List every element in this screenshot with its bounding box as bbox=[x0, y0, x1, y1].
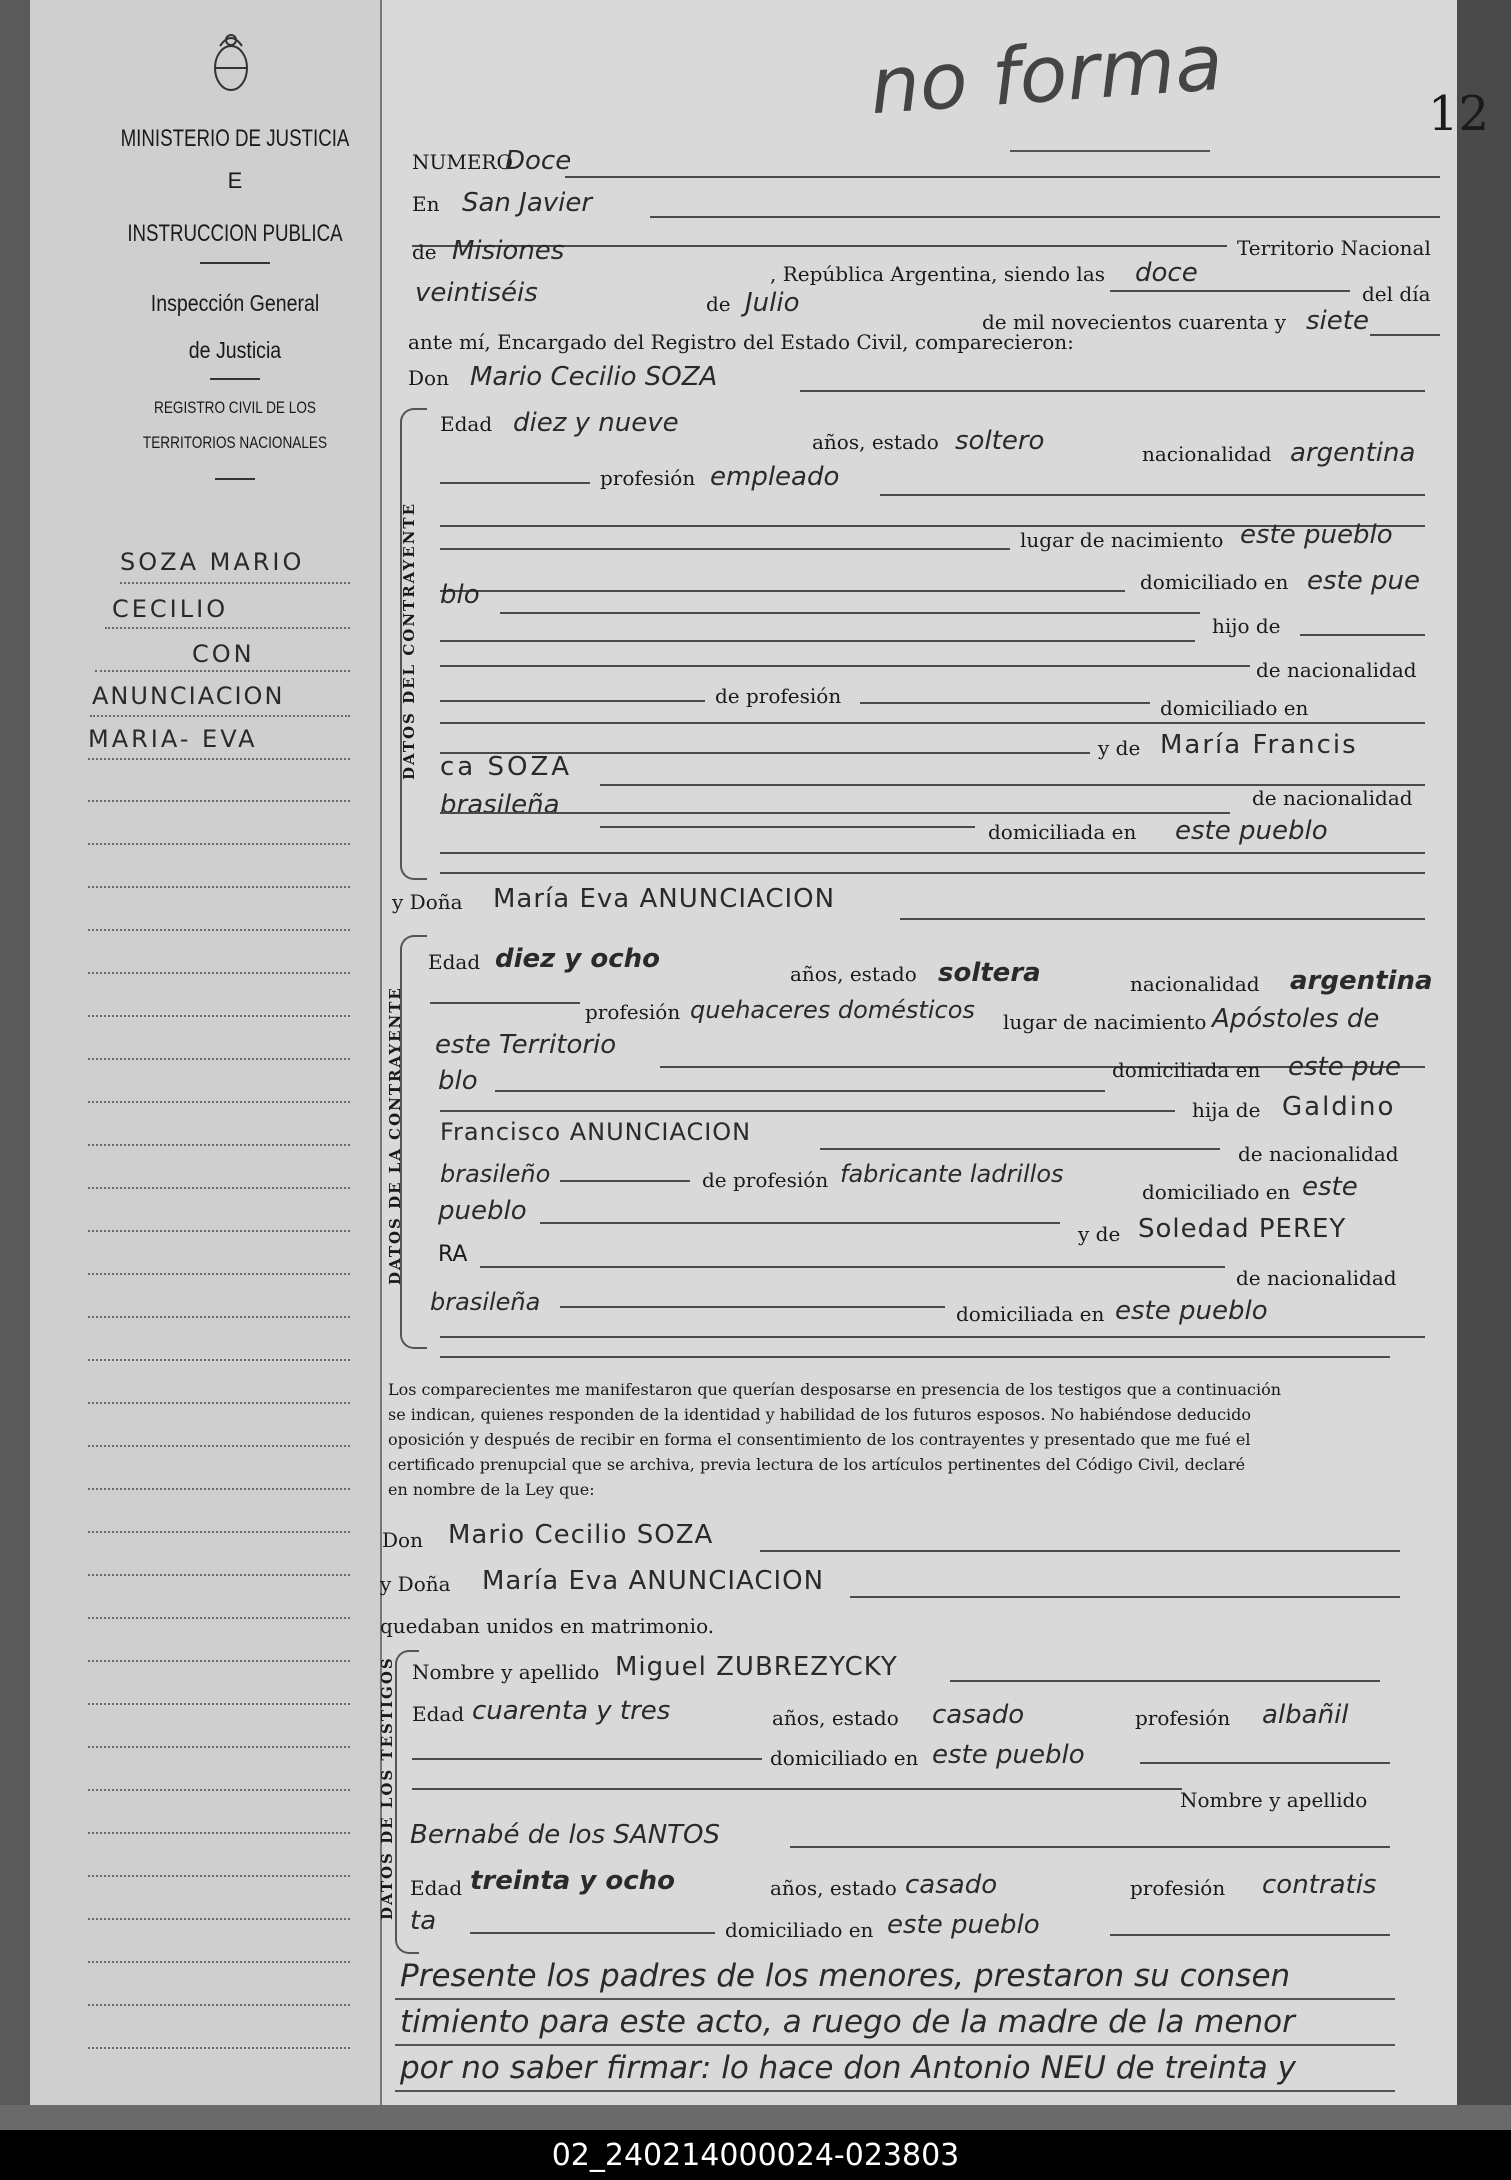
label-y-dona-2: y Doña bbox=[380, 1572, 451, 1596]
label-edad-t2: Edad bbox=[410, 1876, 463, 1900]
label-nombre-t2: Nombre y apellido bbox=[1180, 1788, 1368, 1812]
value-t1-edad: cuarenta y tres bbox=[472, 1696, 671, 1726]
line bbox=[440, 872, 1425, 874]
value-t1-estado: casado bbox=[932, 1700, 1025, 1730]
value-t1-dom: este pueblo bbox=[932, 1740, 1085, 1770]
line bbox=[820, 1148, 1220, 1150]
margin-rule bbox=[88, 1402, 350, 1404]
margin-note-1: SOZA MARIO bbox=[120, 548, 305, 576]
value-b-dom1: este pue bbox=[1288, 1052, 1401, 1082]
line bbox=[470, 1932, 715, 1934]
margin-rule bbox=[120, 582, 350, 584]
footer-note-2: timiento para este acto, a ruego de la madre de la menor bbox=[400, 2004, 1295, 2040]
line bbox=[430, 1002, 580, 1004]
line bbox=[650, 216, 1440, 218]
margin-rule bbox=[88, 1230, 350, 1232]
value-don: Mario Cecilio SOZA bbox=[470, 362, 718, 392]
value-g-dom2: blo bbox=[440, 580, 480, 610]
label-lugar-g: lugar de nacimiento bbox=[1020, 528, 1224, 552]
ministry-line-6: REGISTRO CIVIL DE LOS bbox=[154, 398, 316, 417]
margin-rule bbox=[88, 1574, 350, 1576]
line bbox=[440, 665, 1250, 667]
label-de-2: de bbox=[706, 292, 731, 316]
label-don-2: Don bbox=[382, 1528, 423, 1552]
label-nac-g: nacionalidad bbox=[1142, 442, 1272, 466]
value-b-padre2: Francisco ANUNCIACION bbox=[440, 1118, 752, 1146]
line bbox=[1300, 634, 1425, 636]
label-prof-t2: profesión bbox=[1130, 1876, 1226, 1900]
label-numero: NUMERO bbox=[412, 150, 513, 174]
margin-rule bbox=[88, 1144, 350, 1146]
value-t2-edad: treinta y ocho bbox=[470, 1866, 675, 1896]
label-dom-b: domiciliado en bbox=[1142, 1180, 1291, 1204]
value-t1-nombre: Miguel ZUBREZYCKY bbox=[615, 1652, 898, 1682]
value-b-lugar1: Apóstoles de bbox=[1212, 1004, 1380, 1034]
line bbox=[412, 1788, 1182, 1790]
bottom-strip bbox=[0, 2105, 1511, 2130]
ministry-divider-2 bbox=[210, 378, 260, 380]
label-edad-b: Edad bbox=[428, 950, 481, 974]
line bbox=[440, 722, 1425, 724]
label-prof-g: profesión bbox=[600, 466, 696, 490]
coat-of-arms-icon bbox=[208, 28, 254, 96]
value-dia: veintiséis bbox=[415, 278, 538, 308]
binder-edge-right bbox=[1450, 0, 1511, 2110]
value-don-2: Mario Cecilio SOZA bbox=[448, 1520, 714, 1550]
value-anio: siete bbox=[1306, 306, 1369, 336]
label-y-de-g: y de bbox=[1098, 736, 1141, 760]
line bbox=[440, 548, 1010, 550]
value-b-edad: diez y ocho bbox=[495, 944, 660, 974]
image-caption: 02_240214000024-023803 bbox=[551, 2138, 960, 2173]
value-b-padre-prof: fabricante ladrillos bbox=[840, 1160, 1064, 1188]
label-hija-de: hija de bbox=[1192, 1098, 1261, 1122]
label-nombre-t1: Nombre y apellido bbox=[412, 1660, 600, 1684]
binder-edge-left bbox=[0, 0, 30, 2120]
label-dom-g2: domiciliado en bbox=[1160, 696, 1309, 720]
margin-rule bbox=[88, 1316, 350, 1318]
side-label-contrayente: DATOS DEL CONTRAYENTE bbox=[400, 501, 418, 780]
label-de-nac-g: de nacionalidad bbox=[1256, 658, 1417, 682]
value-t1-prof: albañil bbox=[1262, 1700, 1349, 1730]
value-b-madre-nac: brasileña bbox=[430, 1288, 541, 1316]
declaration-line-4: certificado prenupcial que se archiva, previa lectura de los artículos pertinentes del Código Civil, declaré bbox=[388, 1455, 1246, 1474]
value-dona: María Eva ANUNCIACION bbox=[493, 884, 836, 914]
label-dom-g: domiciliado en bbox=[1140, 570, 1289, 594]
line bbox=[440, 700, 705, 702]
margin-rule bbox=[88, 1101, 350, 1103]
margin-rule bbox=[88, 758, 350, 760]
value-g-madre2: ca SOZA bbox=[440, 752, 573, 782]
label-domd-b: domiciliada en bbox=[1112, 1058, 1261, 1082]
line bbox=[1110, 290, 1350, 292]
margin-rule bbox=[88, 1531, 350, 1533]
declaration-line-1: Los comparecientes me manifestaron que querían desposarse en presencia de los testigos que a continuación bbox=[388, 1380, 1282, 1399]
value-g-estado: soltero bbox=[955, 426, 1045, 456]
line bbox=[565, 176, 1440, 178]
value-horas: doce bbox=[1135, 258, 1198, 288]
footer-note-3: por no saber firmar: lo hace don Antonio NEU de treinta y bbox=[400, 2050, 1296, 2086]
line bbox=[880, 494, 1425, 496]
label-anios-t2: años, estado bbox=[770, 1876, 897, 1900]
value-t2-dom: este pueblo bbox=[887, 1910, 1040, 1940]
label-quedaban: quedaban unidos en matrimonio. bbox=[380, 1614, 715, 1638]
line bbox=[1370, 334, 1440, 336]
line bbox=[540, 1222, 1060, 1224]
margin-rule bbox=[88, 1703, 350, 1705]
label-prof-t1: profesión bbox=[1135, 1706, 1231, 1730]
value-t2-prof2: ta bbox=[410, 1906, 437, 1936]
value-g-nac: argentina bbox=[1290, 438, 1416, 468]
ministry-line-1: MINISTERIO DE JUSTICIA bbox=[120, 125, 350, 152]
line bbox=[440, 482, 590, 484]
label-de-nac-b: de nacionalidad bbox=[1238, 1142, 1399, 1166]
line bbox=[395, 1998, 1395, 2000]
margin-note-2: CECILIO bbox=[112, 595, 229, 623]
label-de-1: de bbox=[412, 240, 437, 264]
line bbox=[800, 390, 1425, 392]
line bbox=[440, 590, 1125, 592]
label-anios-t1: años, estado bbox=[772, 1706, 899, 1730]
value-b-padre-dom1: este bbox=[1302, 1172, 1358, 1202]
label-edad-t1: Edad bbox=[412, 1702, 465, 1726]
line bbox=[760, 1550, 1400, 1552]
margin-rule bbox=[88, 886, 350, 888]
line bbox=[790, 1846, 1390, 1848]
margin-rule bbox=[88, 1961, 350, 1963]
margin-rule bbox=[88, 1015, 350, 1017]
line bbox=[950, 1680, 1380, 1682]
line bbox=[440, 640, 1195, 642]
line bbox=[560, 1180, 690, 1182]
ministry-line-4: Inspección General bbox=[150, 290, 320, 316]
margin-rule bbox=[88, 1918, 350, 1920]
ministry-line-5: de Justicia bbox=[188, 337, 282, 363]
side-label-contrayenta: DATOS DE LA CONTRAYENTE bbox=[386, 986, 404, 1285]
line bbox=[440, 1356, 1390, 1358]
line bbox=[500, 612, 1200, 614]
label-de-prof-g: de profesión bbox=[715, 684, 842, 708]
ministry-line-3: INSTRUCCION PUBLICA bbox=[127, 220, 343, 247]
line bbox=[480, 1266, 1225, 1268]
value-b-estado: soltera bbox=[938, 958, 1041, 988]
margin-rule bbox=[95, 670, 350, 672]
label-domd-g: domiciliada en bbox=[988, 820, 1137, 844]
value-b-madre2: RA bbox=[438, 1242, 468, 1267]
value-dona-2: María Eva ANUNCIACION bbox=[482, 1566, 825, 1596]
label-hijo-de: hijo de bbox=[1212, 614, 1281, 638]
margin-rule bbox=[88, 1875, 350, 1877]
label-anios-g: años, estado bbox=[812, 430, 939, 454]
value-g-edad: diez y nueve bbox=[513, 408, 679, 438]
margin-rule bbox=[88, 1273, 350, 1275]
ministry-line-2: E bbox=[227, 168, 243, 193]
line bbox=[440, 1110, 1175, 1112]
label-anios-b: años, estado bbox=[790, 962, 917, 986]
margin-rule bbox=[88, 1359, 350, 1361]
margin-note-4: ANUNCIACION bbox=[92, 682, 285, 710]
label-de-nac-b2: de nacionalidad bbox=[1236, 1266, 1397, 1290]
label-y-de-b: y de bbox=[1078, 1222, 1121, 1246]
line bbox=[600, 826, 975, 828]
caption-bar bbox=[0, 2130, 1511, 2180]
margin-rule bbox=[88, 972, 350, 974]
label-de-nac-g2: de nacionalidad bbox=[1252, 786, 1413, 810]
value-t2-estado: casado bbox=[905, 1870, 998, 1900]
margin-rule bbox=[88, 843, 350, 845]
line bbox=[1110, 1934, 1390, 1936]
line bbox=[1140, 1762, 1390, 1764]
margin-rule bbox=[88, 2004, 350, 2006]
value-b-padre1: Galdino bbox=[1282, 1092, 1396, 1122]
label-territorio: Territorio Nacional bbox=[1237, 236, 1431, 260]
margin-rule bbox=[88, 1746, 350, 1748]
value-b-madre1: Soledad PEREY bbox=[1138, 1214, 1347, 1244]
label-prof-b: profesión bbox=[585, 1000, 681, 1024]
ministry-divider-3 bbox=[215, 478, 255, 480]
line bbox=[440, 812, 1230, 814]
margin-note-3: CON bbox=[192, 640, 255, 668]
label-dom-t1: domiciliado en bbox=[770, 1746, 919, 1770]
margin-rule bbox=[88, 1187, 350, 1189]
margin-rule bbox=[88, 1832, 350, 1834]
margin-rule bbox=[90, 715, 350, 717]
line bbox=[412, 1758, 762, 1760]
label-de-prof-b: de profesión bbox=[702, 1168, 829, 1192]
side-label-testigos: DATOS DE LOS TESTIGOS bbox=[378, 1656, 396, 1920]
line bbox=[560, 1306, 945, 1308]
margin-rule bbox=[88, 800, 350, 802]
label-domd-b2: domiciliada en bbox=[956, 1302, 1105, 1326]
value-numero: Doce bbox=[505, 146, 572, 176]
label-nac-b: nacionalidad bbox=[1130, 972, 1260, 996]
margin-rule bbox=[88, 929, 350, 931]
value-t2-nombre: Bernabé de los SANTOS bbox=[410, 1820, 720, 1850]
line bbox=[440, 852, 1425, 854]
value-t2-prof1: contratis bbox=[1262, 1870, 1377, 1900]
bride-bracket bbox=[400, 935, 427, 1349]
value-b-padre-dom2: pueblo bbox=[438, 1196, 527, 1226]
label-republica: , República Argentina, siendo las bbox=[770, 262, 1106, 286]
value-g-madre1: María Francis bbox=[1160, 730, 1358, 760]
margin-rule bbox=[88, 1660, 350, 1662]
value-de: Misiones bbox=[452, 236, 565, 266]
value-g-madre-nac: brasileña bbox=[440, 790, 560, 820]
value-b-padre-nac: brasileño bbox=[440, 1160, 551, 1188]
line bbox=[395, 2090, 1395, 2092]
line bbox=[440, 1336, 1425, 1338]
margin-rule bbox=[88, 1058, 350, 1060]
line bbox=[900, 918, 1425, 920]
label-en: En bbox=[412, 192, 440, 216]
value-b-dom2: blo bbox=[438, 1066, 478, 1096]
value-b-nac: argentina bbox=[1290, 966, 1433, 996]
margin-note-5: MARIA- EVA bbox=[88, 725, 258, 753]
page-number: 12 bbox=[1428, 86, 1490, 142]
label-ante-mi: ante mí, Encargado del Registro del Estado Civil, comparecieron: bbox=[408, 330, 1074, 354]
value-en: San Javier bbox=[462, 188, 593, 218]
value-mes: Julio bbox=[745, 288, 800, 318]
declaration-line-5: en nombre de la Ley que: bbox=[388, 1480, 595, 1499]
label-y-dona: y Doña bbox=[392, 890, 463, 914]
scribble-underline bbox=[1010, 150, 1210, 152]
value-g-dom1: este pue bbox=[1307, 566, 1420, 596]
line bbox=[860, 702, 1150, 704]
value-b-lugar2: este Territorio bbox=[435, 1030, 617, 1060]
footer-note-1: Presente los padres de los menores, prestaron su consen bbox=[400, 1958, 1291, 1994]
value-b-madre-dom: este pueblo bbox=[1115, 1296, 1268, 1326]
declaration-line-2: se indican, quienes responden de la identidad y habilidad de los futuros esposos. No habiéndose deducido bbox=[388, 1405, 1252, 1424]
label-del-dia: del día bbox=[1362, 282, 1431, 306]
value-g-lugar: este pueblo bbox=[1240, 520, 1393, 550]
value-g-madre-dom: este pueblo bbox=[1175, 816, 1328, 846]
margin-rule bbox=[88, 1488, 350, 1490]
label-mil-nov: de mil novecientos cuarenta y bbox=[982, 310, 1287, 334]
margin-rule bbox=[88, 1789, 350, 1791]
value-b-prof: quehaceres domésticos bbox=[690, 996, 975, 1024]
margin-rule bbox=[88, 1617, 350, 1619]
line bbox=[850, 1596, 1400, 1598]
margin-rule bbox=[88, 2047, 350, 2049]
margin-rule bbox=[105, 627, 350, 629]
declaration-line-3: oposición y después de recibir en forma el consentimiento de los contrayentes y presentado que me fué el bbox=[388, 1430, 1251, 1449]
label-lugar-b: lugar de nacimiento bbox=[1003, 1010, 1207, 1034]
margin-rule bbox=[88, 1445, 350, 1447]
label-dom-t2: domiciliado en bbox=[725, 1918, 874, 1942]
label-don: Don bbox=[408, 366, 449, 390]
line bbox=[395, 2044, 1395, 2046]
value-g-prof: empleado bbox=[710, 462, 840, 492]
ministry-divider bbox=[200, 262, 270, 264]
top-scribble: no forma bbox=[867, 17, 1226, 133]
label-edad-g: Edad bbox=[440, 412, 493, 436]
ministry-line-7: TERRITORIOS NACIONALES bbox=[142, 433, 328, 452]
line bbox=[495, 1090, 1105, 1092]
